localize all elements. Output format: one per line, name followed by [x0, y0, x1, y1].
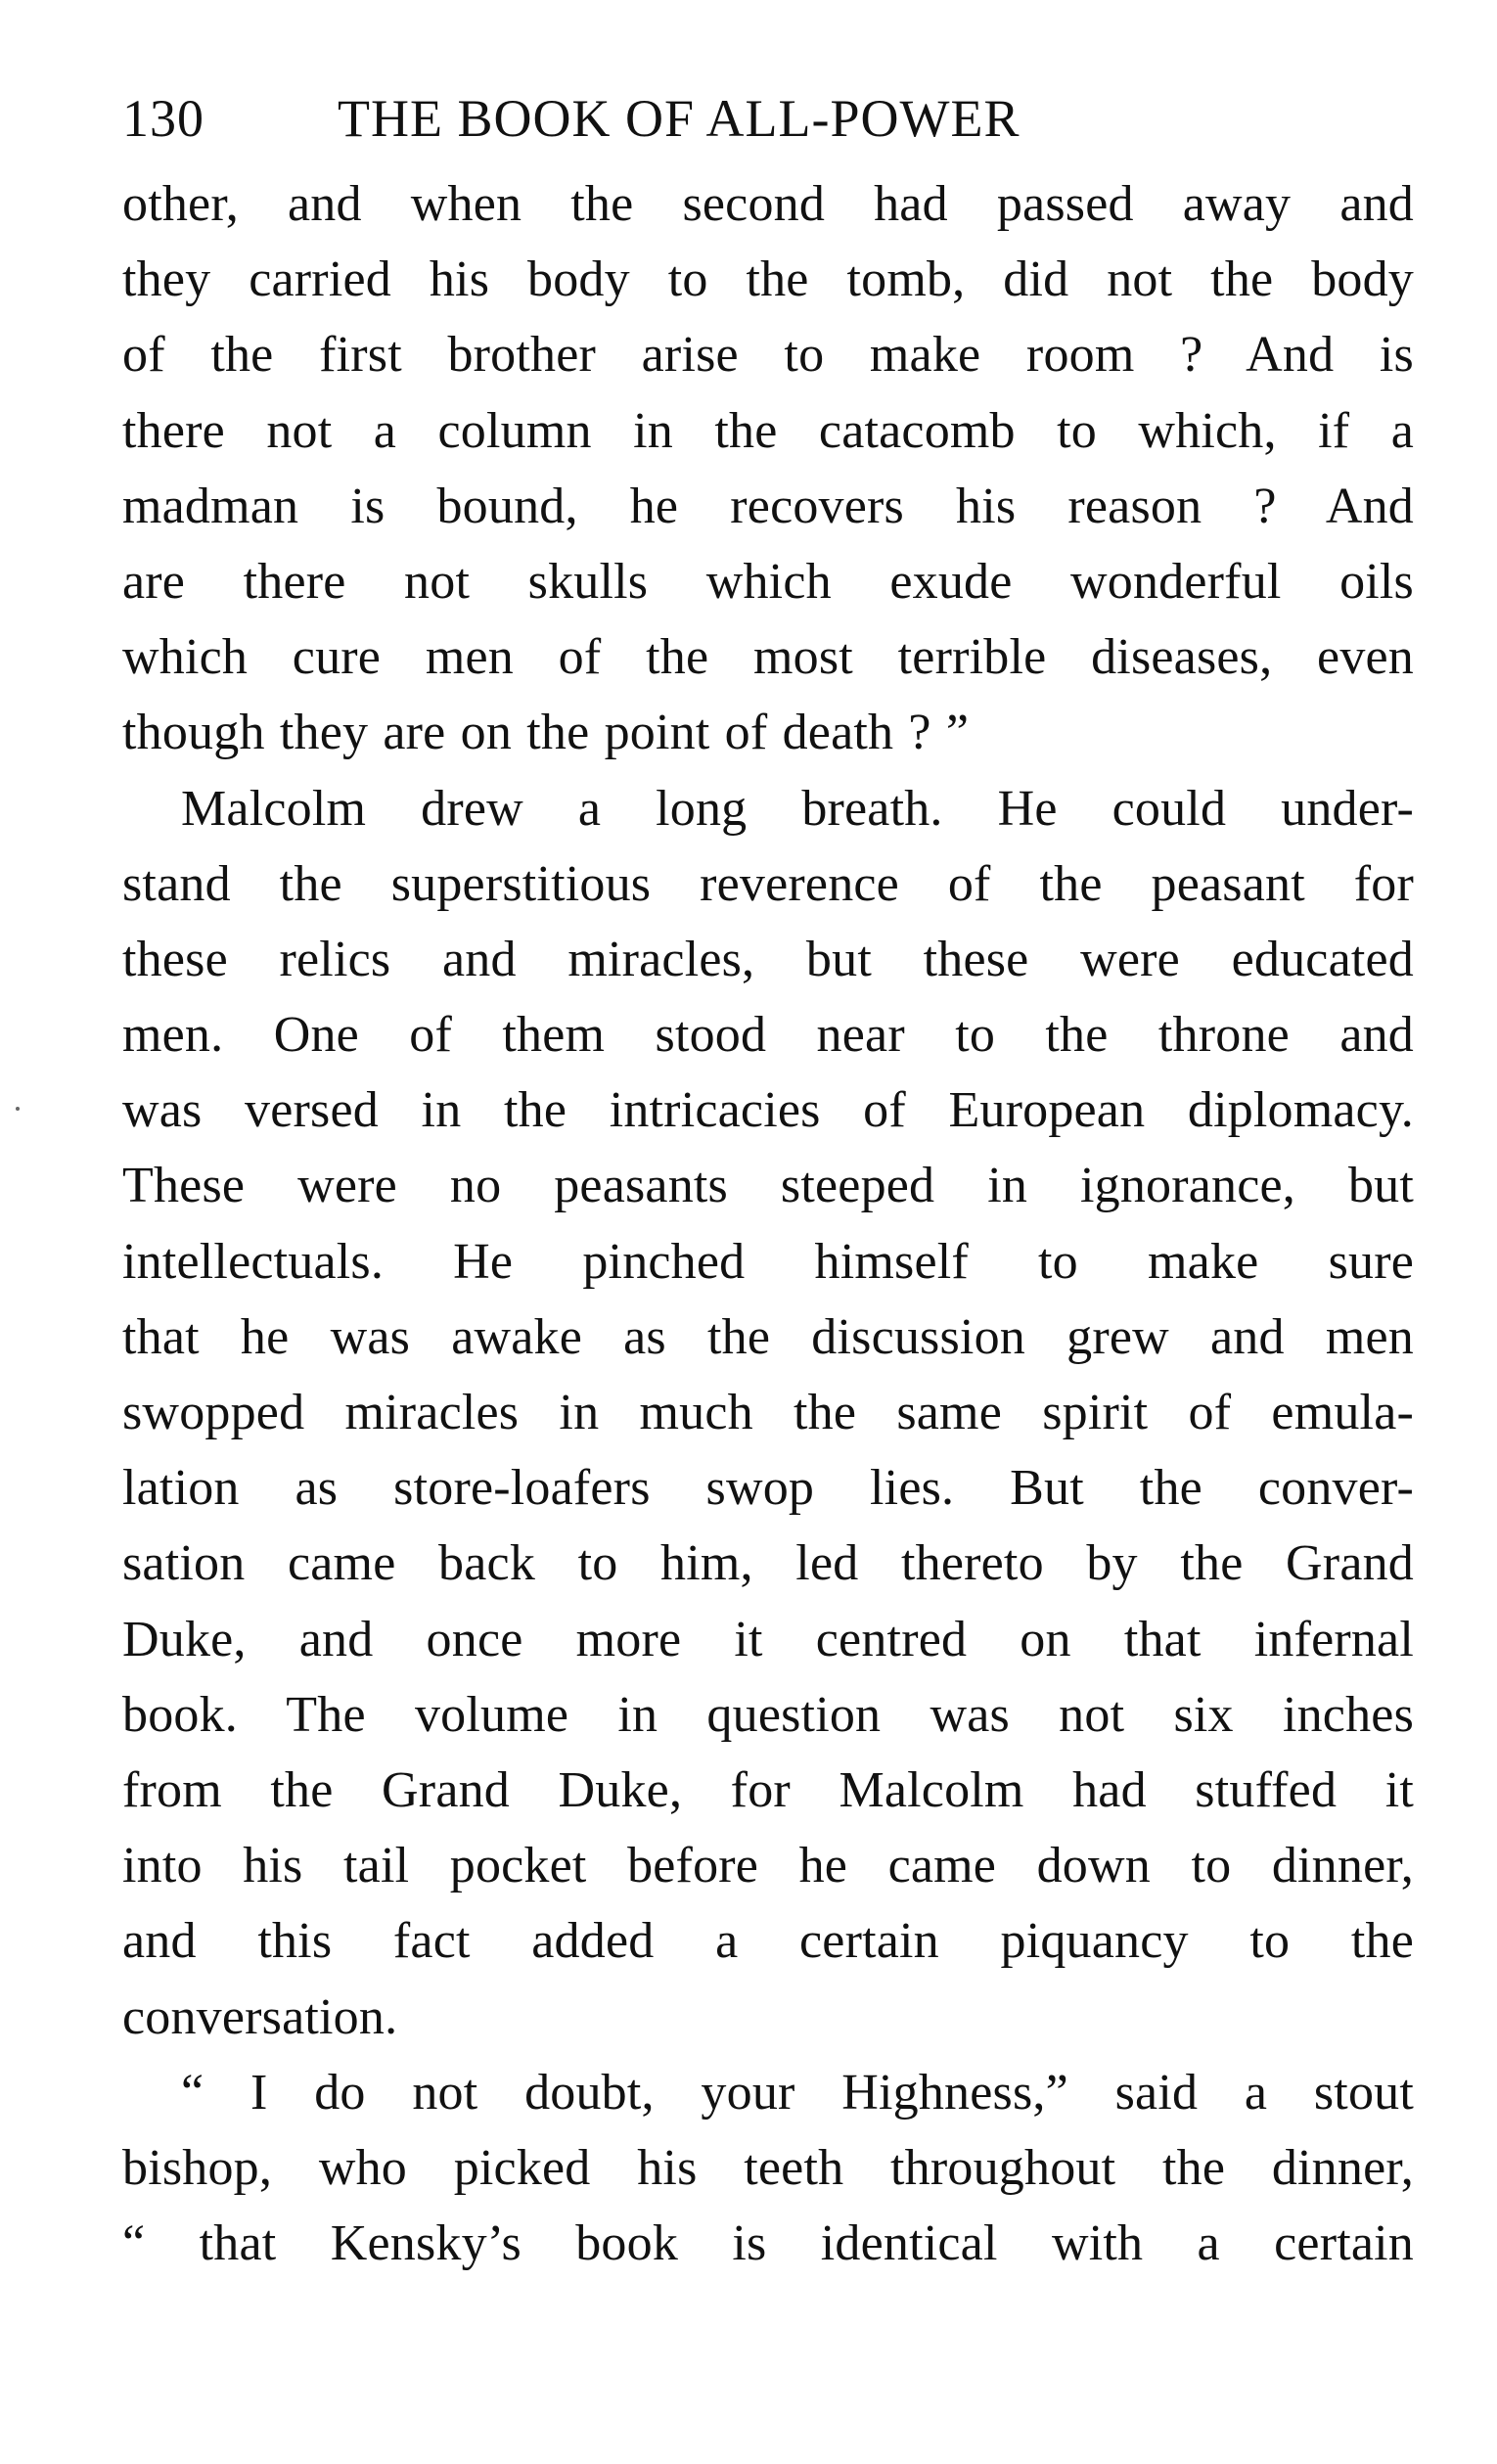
text-line: which cure men of the most terrible diseases, even	[122, 629, 1414, 686]
text-line: book. The volume in question was not six inches	[122, 1686, 1414, 1743]
text-line: are there not skulls which exude wonderful oils	[122, 553, 1414, 610]
text-line: These were no peasants steeped in ignorance, but	[122, 1158, 1414, 1214]
text-line: men. One of them stood near to the throne and	[122, 1007, 1414, 1064]
text-line: madman is bound, he recovers his reason ? And	[122, 478, 1414, 534]
text-line: these relics and miracles, but these were educated	[122, 931, 1414, 987]
text-line: lation as store-loafers swop lies. But the conver-	[122, 1460, 1414, 1517]
paragraph	[122, 2055, 1414, 2282]
text-line: sation came back to him, led thereto by the Grand	[122, 1535, 1414, 1592]
text-line: and this fact added a certain piquancy to the	[122, 1913, 1414, 1970]
book-title: THE BOOK OF ALL-POWER	[338, 89, 1021, 148]
text-line: stand the superstitious reverence of the peasant for	[122, 855, 1414, 912]
text-line: “ I do not doubt, your Highness,” said a stout	[181, 2064, 1414, 2121]
page-number: 130	[122, 89, 204, 148]
text-line: was versed in the intricacies of European diplomacy.	[122, 1082, 1414, 1139]
paragraph	[122, 166, 1414, 771]
print-speck	[16, 1107, 20, 1111]
text-line: swopped miracles in much the same spirit of emula-	[122, 1385, 1414, 1440]
text-line: they carried his body to the tomb, did not the body	[122, 251, 1414, 308]
text-line: bishop, who picked his teeth throughout the dinner,	[122, 2139, 1414, 2196]
body-text	[122, 166, 1414, 2281]
text-line: though they are on the point of death ? ”	[122, 705, 970, 761]
text-line: from the Grand Duke, for Malcolm had stuffed it	[122, 1761, 1414, 1818]
book-page	[122, 88, 1414, 2281]
text-line: Malcolm drew a long breath. He could under-	[181, 780, 1414, 837]
text-line: there not a column in the catacomb to which, if a	[122, 402, 1414, 459]
text-line: other, and when the second had passed away and	[122, 176, 1414, 232]
running-head	[122, 88, 1414, 166]
text-line: “ that Kensky’s book is identical with a certain	[122, 2215, 1414, 2272]
text-line: of the first brother arise to make room ? And is	[122, 327, 1414, 384]
text-line: intellectuals. He pinched himself to make sure	[122, 1233, 1414, 1290]
text-line: that he was awake as the discussion grew and men	[122, 1308, 1414, 1365]
text-line: into his tail pocket before he came down to dinner,	[122, 1838, 1414, 1894]
text-line: Duke, and once more it centred on that infernal	[122, 1611, 1414, 1667]
text-line: conversation.	[122, 1988, 398, 2045]
paragraph	[122, 771, 1414, 2055]
